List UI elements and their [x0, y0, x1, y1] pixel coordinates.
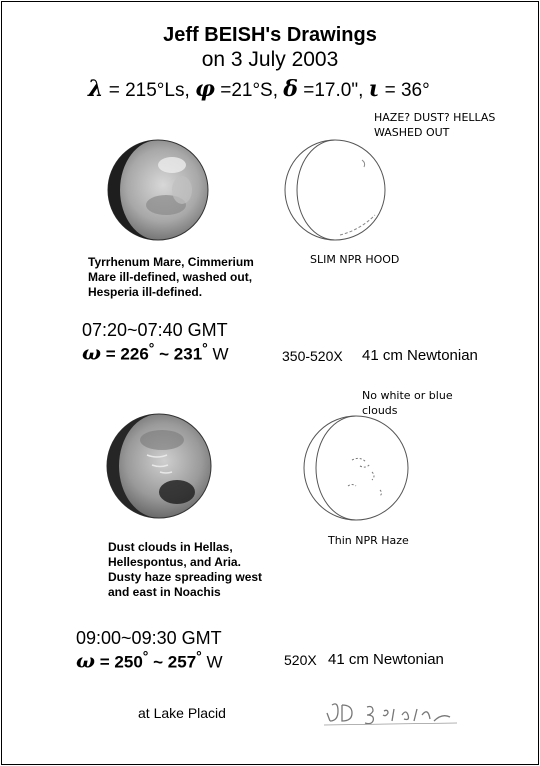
obs2-omega-end: ~ 257	[153, 652, 197, 672]
obs1-omega-end: ~ 231	[159, 344, 203, 364]
phi-symbol: φ	[195, 76, 215, 102]
signature	[322, 695, 462, 729]
phi-value: =21°S,	[220, 80, 278, 101]
obs2-telescope: 41 cm Newtonian	[328, 651, 444, 668]
ephemeris-params	[88, 76, 430, 102]
obs2-time: 09:00~09:30 GMT	[76, 628, 222, 648]
observation-date: on 3 July 2003	[201, 48, 339, 71]
obs2-filter-note-bottom: Thin NPR Haze	[328, 534, 409, 547]
obs1-omega-unit: W	[212, 344, 229, 364]
omega-symbol: ω	[82, 340, 102, 365]
obs1-filter-note-bottom: SLIM NPR HOOD	[310, 253, 400, 266]
mars-drawing-1-color	[102, 135, 212, 245]
obs1-omega-start: = 226	[105, 344, 149, 364]
delta-value: =17.0",	[303, 80, 364, 101]
delta-symbol: δ	[283, 76, 298, 102]
obs1-time: 07:20~07:40 GMT	[82, 320, 228, 340]
iota-value: = 36°	[384, 80, 430, 101]
obs2-omega-unit: W	[206, 652, 223, 672]
obs1-longitude: ω = 226° ~ 231° W	[82, 340, 229, 365]
obs2-longitude: ω = 250° ~ 257° W	[76, 648, 223, 673]
page-title: Jeff BEISH's Drawings	[163, 24, 377, 46]
iota-symbol: ι	[368, 76, 380, 102]
obs2-color-note: Dust clouds in Hellas, Hellespontus, and Aria. Dusty haze spreading west and east in Noachis	[108, 540, 263, 599]
lambda-value: = 215°Ls,	[108, 80, 190, 101]
mars-drawing-1-outline	[280, 135, 390, 245]
obs1-filter-note-top: HAZE? DUST? HELLAS WASHED OUT	[374, 111, 496, 139]
obs1-color-note: Tyrrhenum Mare, Cimmerium Mare ill-defined, washed out, Hesperia ill-defined.	[88, 255, 254, 299]
omega-symbol: ω	[76, 648, 96, 673]
obs1-telescope: 41 cm Newtonian	[362, 347, 478, 364]
lambda-symbol: λ	[88, 76, 104, 102]
obs1-magnification: 350-520X	[282, 348, 343, 364]
observation-location: at Lake Placid	[138, 705, 226, 721]
mars-drawing-2-outline	[300, 412, 412, 524]
obs2-filter-note-top: No white or blue clouds	[362, 389, 453, 417]
obs2-magnification: 520X	[284, 652, 317, 668]
obs2-omega-start: = 250	[99, 652, 143, 672]
mars-drawing-2-color	[102, 410, 214, 522]
